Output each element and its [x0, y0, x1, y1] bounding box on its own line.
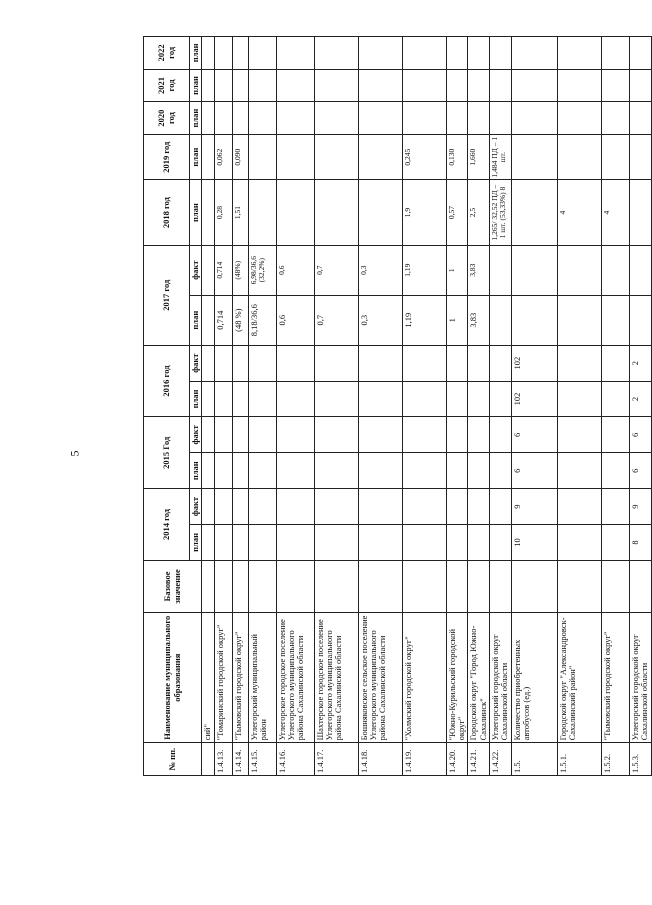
table-row	[276, 37, 314, 776]
header-plan: план	[190, 180, 202, 245]
cell-p16	[602, 381, 630, 417]
cell-p14	[358, 525, 402, 561]
cell-p22	[358, 37, 402, 70]
cell-name: Углегорский городской округ Сахалинской области	[490, 613, 512, 743]
cell-base	[446, 560, 468, 612]
cell-base	[558, 560, 602, 612]
header-plan: план	[190, 102, 202, 135]
cell-f15: 6	[630, 417, 652, 453]
cell-p21	[446, 69, 468, 102]
header-fact: факт	[190, 245, 202, 295]
cell-p21	[468, 69, 490, 102]
cell-f15	[468, 417, 490, 453]
cell-f17	[602, 245, 630, 295]
cell-f14	[402, 489, 446, 525]
cell-p21	[602, 69, 630, 102]
table-row	[468, 37, 490, 776]
cell-f14	[314, 489, 358, 525]
cell-f14	[490, 489, 512, 525]
table-row	[402, 37, 446, 776]
cell-p17	[630, 295, 652, 345]
header-plan: план	[190, 525, 202, 561]
header-fact: факт	[190, 417, 202, 453]
cell-f16	[558, 345, 602, 381]
cell-name: "Южно-Курильский городской округ"	[446, 613, 468, 743]
cell-p19	[248, 134, 276, 180]
cell-base	[630, 560, 652, 612]
cell-p20	[490, 102, 512, 135]
cell-name: Шахтерское городское поселение Углегорского муниципального района Сахалинской области	[314, 613, 358, 743]
cell-p17: 1	[446, 295, 468, 345]
cell-p20	[358, 102, 402, 135]
cell-p16: 2	[630, 381, 652, 417]
cell-f17	[202, 245, 214, 295]
cell-f17: 0,7	[314, 245, 358, 295]
cell-p22	[314, 37, 358, 70]
header-2017: 2017 год	[144, 245, 190, 345]
cell-p16	[232, 381, 248, 417]
cell-p22	[602, 37, 630, 70]
cell-p15	[276, 453, 314, 489]
cell-p14	[446, 525, 468, 561]
cell-f14	[358, 489, 402, 525]
cell-base	[402, 560, 446, 612]
cell-f16	[446, 345, 468, 381]
cell-p21	[202, 69, 214, 102]
cell-f16	[248, 345, 276, 381]
cell-p14: 8	[630, 525, 652, 561]
cell-base	[602, 560, 630, 612]
cell-base	[248, 560, 276, 612]
cell-p21	[214, 69, 232, 102]
cell-p22	[490, 37, 512, 70]
table-row	[630, 37, 652, 776]
table-row	[602, 37, 630, 776]
cell-p14	[232, 525, 248, 561]
cell-p15	[446, 453, 468, 489]
cell-num: 1.4.16.	[276, 743, 314, 776]
cell-f16	[490, 345, 512, 381]
header-2019: 2019 год	[144, 134, 190, 180]
cell-p21	[402, 69, 446, 102]
cell-name: Углегорское городское поселение Углегорского муниципального района Сахалинской области	[276, 613, 314, 743]
cell-f14	[214, 489, 232, 525]
cell-p20	[602, 102, 630, 135]
cell-p17: (48 %)	[232, 295, 248, 345]
cell-num	[202, 743, 214, 776]
cell-p19: 0,062	[214, 134, 232, 180]
cell-f16: 102	[512, 345, 558, 381]
cell-p19	[358, 134, 402, 180]
cell-f17	[558, 245, 602, 295]
cell-p17	[490, 295, 512, 345]
cell-name: Углегорский городской округ Сахалинской области	[630, 613, 652, 743]
page-number: 5	[67, 450, 82, 457]
table-row	[248, 37, 276, 776]
header-2022: 2022 год	[144, 37, 190, 70]
cell-p21	[630, 69, 652, 102]
cell-p17	[202, 295, 214, 345]
cell-p22	[630, 37, 652, 70]
cell-f16	[402, 345, 446, 381]
cell-name: "Тымовский городской округ"	[602, 613, 630, 743]
cell-p15	[602, 453, 630, 489]
cell-p17: 1,19	[402, 295, 446, 345]
cell-p22	[276, 37, 314, 70]
cell-p15	[468, 453, 490, 489]
header-plan: план	[190, 453, 202, 489]
cell-p21	[558, 69, 602, 102]
cell-num: 1.5.2.	[602, 743, 630, 776]
cell-p19	[202, 134, 214, 180]
cell-f14	[248, 489, 276, 525]
cell-f16	[468, 345, 490, 381]
cell-p18	[202, 180, 214, 245]
table-row	[558, 37, 602, 776]
cell-p15	[402, 453, 446, 489]
cell-f17	[630, 245, 652, 295]
cell-f17	[512, 245, 558, 295]
cell-f15	[202, 417, 214, 453]
cell-p19: 1,484 ПД – 1 шт.	[490, 134, 512, 180]
header-plan: план	[190, 134, 202, 180]
cell-f14	[202, 489, 214, 525]
cell-p14	[202, 525, 214, 561]
cell-p17: 0,714	[214, 295, 232, 345]
cell-num: 1.4.21.	[468, 743, 490, 776]
cell-f14	[602, 489, 630, 525]
header-plan: план	[190, 69, 202, 102]
cell-p22	[248, 37, 276, 70]
cell-p20	[512, 102, 558, 135]
cell-p18: 1,51	[232, 180, 248, 245]
cell-p20	[248, 102, 276, 135]
cell-f16	[214, 345, 232, 381]
cell-p14	[602, 525, 630, 561]
cell-p14	[276, 525, 314, 561]
cell-p16	[314, 381, 358, 417]
cell-p22	[214, 37, 232, 70]
cell-p15	[558, 453, 602, 489]
cell-p22	[202, 37, 214, 70]
cell-base	[358, 560, 402, 612]
cell-name: сий"	[202, 613, 214, 743]
cell-p21	[490, 69, 512, 102]
cell-f15	[602, 417, 630, 453]
cell-f14	[446, 489, 468, 525]
table-row	[314, 37, 358, 776]
cell-p16	[358, 381, 402, 417]
cell-p20	[402, 102, 446, 135]
cell-base	[512, 560, 558, 612]
cell-p21	[248, 69, 276, 102]
cell-p15: 6	[512, 453, 558, 489]
cell-p16	[202, 381, 214, 417]
cell-p16: 102	[512, 381, 558, 417]
cell-f16	[202, 345, 214, 381]
cell-p18: 0,57	[446, 180, 468, 245]
cell-p17	[602, 295, 630, 345]
header-2014: 2014 год	[144, 489, 190, 561]
cell-p20	[214, 102, 232, 135]
cell-p19: 1,660	[468, 134, 490, 180]
cell-p17: 0,7	[314, 295, 358, 345]
cell-p18: 4	[558, 180, 602, 245]
cell-p19: 0,090	[232, 134, 248, 180]
header-num: № пп.	[144, 743, 202, 776]
cell-p20	[202, 102, 214, 135]
cell-p16	[402, 381, 446, 417]
cell-num: 1.4.13.	[214, 743, 232, 776]
cell-p18: 0,28	[214, 180, 232, 245]
cell-p20	[276, 102, 314, 135]
cell-p20	[232, 102, 248, 135]
cell-name: "Холмский городской округ"	[402, 613, 446, 743]
cell-f14	[468, 489, 490, 525]
header-2021: 2021 год	[144, 69, 190, 102]
cell-base	[214, 560, 232, 612]
cell-base	[276, 560, 314, 612]
cell-p19	[276, 134, 314, 180]
header-fact: факт	[190, 489, 202, 525]
cell-p18	[248, 180, 276, 245]
cell-p16	[248, 381, 276, 417]
cell-p19: 0,245	[402, 134, 446, 180]
cell-p22	[558, 37, 602, 70]
cell-p21	[314, 69, 358, 102]
cell-p22	[232, 37, 248, 70]
cell-p17	[558, 295, 602, 345]
cell-p17	[512, 295, 558, 345]
cell-p15	[214, 453, 232, 489]
cell-name: "Тымовский городской округ"	[232, 613, 248, 743]
cell-num: 1.4.20.	[446, 743, 468, 776]
cell-f17: 0,714	[214, 245, 232, 295]
cell-p20	[468, 102, 490, 135]
cell-name: Бошняковское сельское поселение Углегорского муниципального района Сахалинской области	[358, 613, 402, 743]
cell-base	[202, 560, 214, 612]
cell-base	[490, 560, 512, 612]
cell-f17: 1	[446, 245, 468, 295]
cell-num: 1.4.15.	[248, 743, 276, 776]
cell-p16	[446, 381, 468, 417]
cell-p19	[512, 134, 558, 180]
cell-f17: (48%)	[232, 245, 248, 295]
table-row	[490, 37, 512, 776]
cell-p20	[446, 102, 468, 135]
cell-num: 1.4.22.	[490, 743, 512, 776]
cell-p18: 1,9	[402, 180, 446, 245]
rotated-table-container	[143, 36, 650, 776]
cell-p18	[512, 180, 558, 245]
cell-p15	[202, 453, 214, 489]
cell-p21	[512, 69, 558, 102]
cell-f17: 0,3	[358, 245, 402, 295]
cell-name: Количество приобретенных автобусов (ед.)	[512, 613, 558, 743]
cell-p17: 3,83	[468, 295, 490, 345]
cell-num: 1.4.17.	[314, 743, 358, 776]
header-plan: план	[190, 295, 202, 345]
cell-f16	[358, 345, 402, 381]
cell-name: Городской округ "Город Южно-Сахалинск"	[468, 613, 490, 743]
cell-base	[468, 560, 490, 612]
cell-f14: 9	[630, 489, 652, 525]
cell-f16	[314, 345, 358, 381]
cell-f16	[232, 345, 248, 381]
cell-p17: 0,6	[276, 295, 314, 345]
cell-p15	[358, 453, 402, 489]
data-table	[143, 36, 652, 776]
cell-p14	[490, 525, 512, 561]
cell-f15	[402, 417, 446, 453]
cell-f15	[232, 417, 248, 453]
header-fact: факт	[190, 345, 202, 381]
cell-p22	[468, 37, 490, 70]
cell-p22	[446, 37, 468, 70]
cell-p15	[232, 453, 248, 489]
header-plan: план	[190, 37, 202, 70]
cell-f17: 6,98/36,6 (32,2%)	[248, 245, 276, 295]
cell-f15	[558, 417, 602, 453]
cell-f15	[446, 417, 468, 453]
cell-p18	[276, 180, 314, 245]
header-2018: 2018 год	[144, 180, 190, 245]
cell-p21	[232, 69, 248, 102]
cell-p21	[276, 69, 314, 102]
cell-p14	[214, 525, 232, 561]
cell-f15	[276, 417, 314, 453]
cell-p15: 6	[630, 453, 652, 489]
cell-p15	[248, 453, 276, 489]
cell-p16	[468, 381, 490, 417]
cell-f17: 1,19	[402, 245, 446, 295]
cell-num: 1.4.18.	[358, 743, 402, 776]
cell-p20	[558, 102, 602, 135]
cell-name: "Томаринский городской округ"	[214, 613, 232, 743]
header-base: Базовое значение	[144, 560, 202, 612]
header-plan: план	[190, 381, 202, 417]
cell-f15	[248, 417, 276, 453]
cell-p18	[630, 180, 652, 245]
cell-p16	[558, 381, 602, 417]
cell-p14	[402, 525, 446, 561]
cell-p20	[314, 102, 358, 135]
cell-p17: 8,18/36,6	[248, 295, 276, 345]
cell-p15	[314, 453, 358, 489]
cell-p14	[468, 525, 490, 561]
cell-p14	[558, 525, 602, 561]
cell-p16	[276, 381, 314, 417]
cell-num: 1.5.1.	[558, 743, 602, 776]
cell-f14	[276, 489, 314, 525]
cell-p19	[630, 134, 652, 180]
table-row	[512, 37, 558, 776]
table-row	[358, 37, 402, 776]
cell-name: Углегорский муниципальный район	[248, 613, 276, 743]
cell-p19	[558, 134, 602, 180]
cell-p16	[490, 381, 512, 417]
cell-p15	[490, 453, 512, 489]
cell-p20	[630, 102, 652, 135]
table-row	[446, 37, 468, 776]
cell-num: 1.5.3.	[630, 743, 652, 776]
cell-p18: 4	[602, 180, 630, 245]
cell-f14	[558, 489, 602, 525]
cell-f17: 0,6	[276, 245, 314, 295]
table-row	[202, 37, 214, 776]
cell-p14	[248, 525, 276, 561]
cell-p19	[602, 134, 630, 180]
cell-p17: 0,3	[358, 295, 402, 345]
cell-f15	[490, 417, 512, 453]
header-2015: 2015 Год	[144, 417, 190, 489]
cell-f15	[358, 417, 402, 453]
cell-p18	[314, 180, 358, 245]
cell-base	[314, 560, 358, 612]
cell-f16	[602, 345, 630, 381]
cell-p14	[314, 525, 358, 561]
table-row	[214, 37, 232, 776]
cell-name: Городской округ "Александровск-Сахалинский район"	[558, 613, 602, 743]
cell-f14: 9	[512, 489, 558, 525]
cell-f15	[214, 417, 232, 453]
cell-base	[232, 560, 248, 612]
header-row-years	[144, 37, 190, 776]
cell-p16	[214, 381, 232, 417]
table-row	[232, 37, 248, 776]
cell-f17: 3,83	[468, 245, 490, 295]
cell-num: 1.4.14.	[232, 743, 248, 776]
cell-num: 1.5.	[512, 743, 558, 776]
cell-p21	[358, 69, 402, 102]
cell-f17	[490, 245, 512, 295]
header-name: Наименование муниципального образования	[144, 613, 202, 743]
header-2016: 2016 год	[144, 345, 190, 417]
cell-p19: 0,130	[446, 134, 468, 180]
cell-p18: 1,265/ 32,52 ПД – 1 шт. (53,33%) 8	[490, 180, 512, 245]
cell-p18: 2,5	[468, 180, 490, 245]
cell-p18	[358, 180, 402, 245]
cell-f14	[232, 489, 248, 525]
cell-p22	[402, 37, 446, 70]
cell-f16	[276, 345, 314, 381]
cell-num: 1.4.19.	[402, 743, 446, 776]
cell-p22	[512, 37, 558, 70]
cell-f15	[314, 417, 358, 453]
header-2020: 2020 год	[144, 102, 190, 135]
cell-p14: 10	[512, 525, 558, 561]
cell-f16: 2	[630, 345, 652, 381]
cell-p19	[314, 134, 358, 180]
cell-f15: 6	[512, 417, 558, 453]
